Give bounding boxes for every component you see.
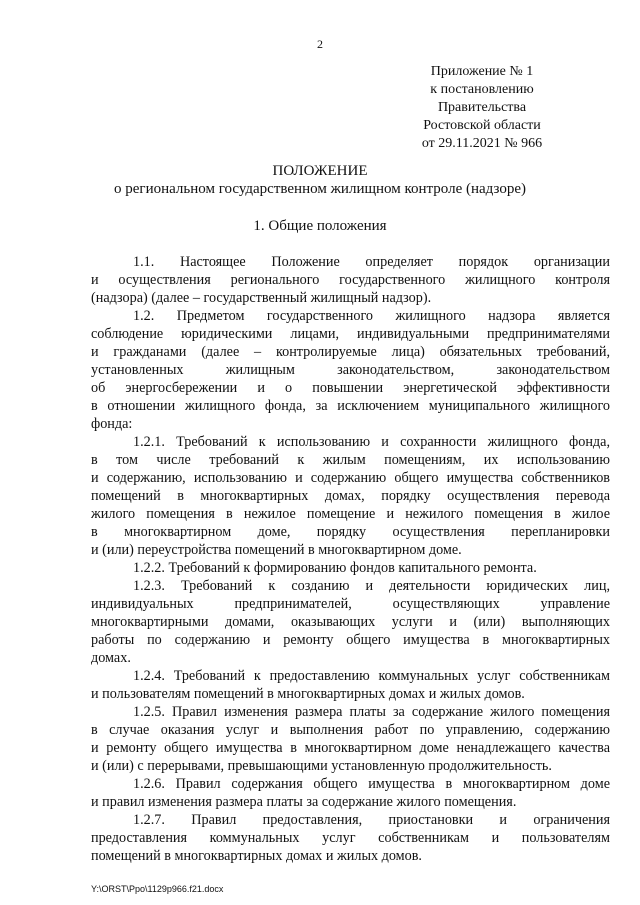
- text-line: 1.2. Предметом государственного жилищного надзора является: [133, 308, 610, 324]
- page-number: 2: [317, 37, 323, 51]
- text-line: в отношении жилищного фонда, за исключением муниципального жилищного: [91, 398, 610, 414]
- appendix-line: Приложение № 1: [430, 64, 534, 79]
- text-line: домах.: [91, 650, 131, 666]
- appendix-line: Правительства: [437, 100, 527, 115]
- appendix-line: Ростовской области: [423, 118, 541, 133]
- text-line: предоставления коммунальных услуг собственникам и пользователям: [91, 830, 610, 846]
- text-line: 1.2.4. Требований к предоставлению коммунальных услуг собственникам: [133, 668, 610, 684]
- text-line: 1.2.6. Правил содержания общего имущества в многоквартирном доме: [133, 776, 610, 792]
- text-line: и ремонту общего имущества в многоквартирном доме ненадлежащего качества: [91, 740, 610, 756]
- text-line: жилого помещения в нежилое помещение и нежилого помещения в жилое: [91, 506, 610, 522]
- text-line: работы по содержанию и ремонту общего имущества в многоквартирных: [91, 632, 610, 648]
- document-title: ПОЛОЖЕНИЕ: [272, 163, 368, 179]
- text-line: 1.2.5. Правил изменения размера платы за содержание жилого помещения: [133, 704, 610, 720]
- text-line: помещений в многоквартирных домах и жилых домов.: [91, 848, 422, 864]
- text-line: об энергосбережении и о повышении энергетической эффективности: [91, 380, 610, 396]
- text-line: и содержанию, использованию и содержанию общего имущества собственников: [91, 470, 610, 486]
- text-line: в многоквартирном доме, порядку осуществления перепланировки: [91, 524, 610, 540]
- text-line: и (или) переустройства помещений в многоквартирном доме.: [91, 542, 462, 558]
- text-line: установленных жилищным законодательством, законодательством: [91, 362, 610, 378]
- text-line: и осуществления регионального государственного жилищного контроля: [91, 272, 610, 288]
- text-line: 1.2.7. Правил предоставления, приостановки и ограничения: [133, 812, 610, 828]
- text-line: и (или) с перерывами, превышающими установленную продолжительность.: [91, 758, 552, 774]
- section-title: 1. Общие положения: [253, 218, 387, 234]
- text-line: (надзора) (далее – государственный жилищный надзор).: [91, 290, 432, 306]
- appendix-line: к постановлению: [430, 82, 534, 97]
- text-line: индивидуальных предпринимателей, осуществляющих управление: [91, 596, 610, 612]
- text-line: соблюдение юридическими лицами, индивидуальными предпринимателями: [91, 326, 610, 342]
- appendix-line: от 29.11.2021 № 966: [421, 136, 543, 151]
- text-line: 1.2.3. Требований к созданию и деятельности юридических лиц,: [133, 578, 610, 594]
- text-line: 1.2.2. Требований к формированию фондов капитального ремонта.: [133, 560, 537, 576]
- document-subtitle: о региональном государственном жилищном контроле (надзоре): [114, 181, 526, 197]
- text-line: 1.1. Настоящее Положение определяет порядок организации: [133, 254, 610, 270]
- text-line: помещений в многоквартирных домах, порядку осуществления перевода: [91, 488, 610, 504]
- file-path-footer: Y:\ORST\Ppo\1129p966.f21.docx: [91, 884, 224, 894]
- text-line: фонда:: [91, 416, 133, 432]
- text-line: 1.2.1. Требований к использованию и сохранности жилищного фонда,: [133, 434, 610, 450]
- text-line: в случае оказания услуг и выполнения работ по управлению, содержанию: [91, 722, 610, 738]
- text-line: и пользователям помещений в многоквартирных домах и жилых домов.: [91, 686, 525, 702]
- text-line: в том числе требований к жилым помещениям, их использованию: [91, 452, 610, 468]
- text-line: многоквартирными домами, оказывающих услуги и (или) выполняющих: [91, 614, 610, 630]
- text-line: и правил изменения размера платы за содержание жилого помещения.: [91, 794, 517, 810]
- text-line: и гражданами (далее – контролируемые лица) обязательных требований,: [91, 344, 610, 360]
